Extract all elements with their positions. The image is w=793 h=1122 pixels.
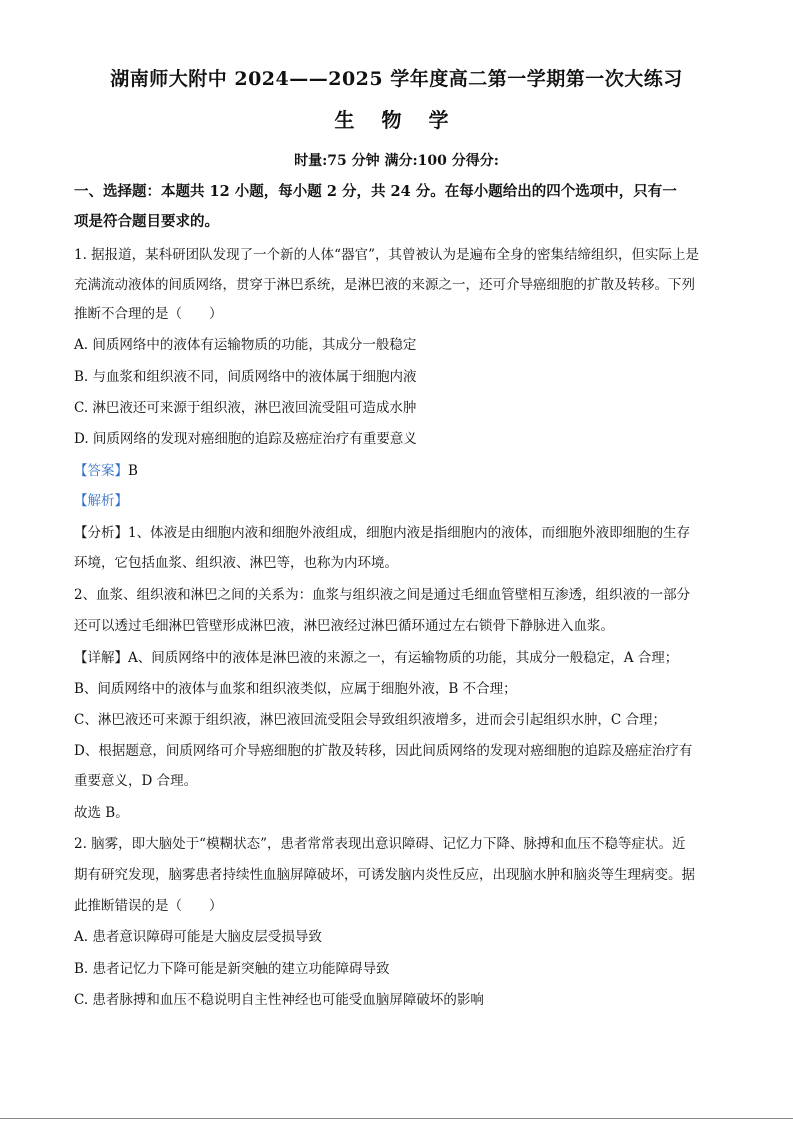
- q1-option-c: C. 淋巴液还可来源于组织液，淋巴液回流受阻可造成水肿: [74, 400, 417, 416]
- section-heading-line1: 一、选择题：本题共 12 小题，每小题 2 分，共 24 分。在每小题给出的四个选项中，只有一: [74, 183, 677, 200]
- q1-option-b: B. 与血浆和组织液不同，间质网络中的液体属于细胞内液: [74, 369, 417, 385]
- q2-stem-line3: 此推断错误的是（ ）: [74, 898, 223, 914]
- exam-title: 湖南师大附中 2024——2025 学年度高二第一学期第一次大练习: [110, 68, 683, 90]
- q2-option-a: A. 患者意识障碍可能是大脑皮层受损导致: [74, 929, 322, 945]
- q1-answer: [74, 462, 138, 480]
- q1-detail-line3: C、淋巴液还可来源于组织液，淋巴液回流受阻会导致组织液增多，进而会引起组织水肿，C 合理；: [74, 712, 666, 728]
- q1-option-d: D. 间质网络的发现对癌细胞的追踪及癌症治疗有重要意义: [74, 431, 417, 447]
- q1-detail-line2: B、间质网络中的液体与血浆和组织液类似，应属于细胞外液，B 不合理；: [74, 681, 517, 697]
- q2-option-b: B. 患者记忆力下降可能是新突触的建立功能障碍导致: [74, 961, 390, 977]
- q2-option-c: C. 患者脉搏和血压不稳说明自主性神经也可能受血脑屏障破坏的影响: [74, 992, 484, 1008]
- page-bottom-divider: [0, 1118, 793, 1119]
- q1-detail-line5: 重要意义，D 合理。: [74, 773, 198, 789]
- q1-analysis-line3: 2、血浆、组织液和淋巴之间的关系为：血浆与组织液之间是通过毛细血管壁相互渗透，组织液的一部分: [74, 587, 691, 603]
- q1-stem-line3: 推断不合理的是（ ）: [74, 306, 223, 322]
- q1-detail-line4: D、根据题意，间质网络可介导癌细胞的扩散及转移，因此间质网络的发现对癌细胞的追踪及癌症治疗有: [74, 743, 693, 759]
- subject-title: 生 物 学: [334, 108, 459, 132]
- q1-option-a: A. 间质网络中的液体有运输物质的功能，其成分一般稳定: [74, 337, 417, 353]
- q2-stem-line2: 期有研究发现，脑雾患者持续性血脑屏障破坏，可诱发脑内炎性反应，出现脑水肿和脑炎等生理病变。据: [74, 867, 695, 883]
- answer-tag: 【答案】: [74, 463, 128, 479]
- q1-stem-line2: 充满流动液体的间质网络，贯穿于淋巴系统，是淋巴液的来源之一，还可介导癌细胞的扩散及转移。下列: [74, 277, 695, 293]
- exam-info: 时量:75 分钟 满分:100 分得分:: [294, 153, 499, 169]
- q1-analysis-line4: 还可以透过毛细淋巴管壁形成淋巴液，淋巴液经过淋巴循环通过左右锁骨下静脉进入血浆。: [74, 618, 614, 634]
- analysis-tag: 【解析】: [74, 493, 128, 509]
- q1-detail-line1: 【详解】A、间质网络中的液体是淋巴液的来源之一，有运输物质的功能，其成分一般稳定，A 合理；: [74, 650, 679, 666]
- section-heading-line2: 项是符合题目要求的。: [74, 213, 219, 230]
- q1-analysis-line2: 环境，它包括血浆、组织液、淋巴等，也称为内环境。: [74, 555, 398, 571]
- answer-value: B: [128, 463, 138, 479]
- q1-stem-line1: 1. 据报道，某科研团队发现了一个新的人体“器官”，其曾被认为是遍布全身的密集结缔组织，但实际上是: [74, 247, 699, 263]
- q2-stem-line1: 2. 脑雾，即大脑处于“模糊状态”，患者常常表现出意识障碍、记忆力下降、脉搏和血压不稳等症状。近: [74, 836, 686, 852]
- q1-conclusion: 故选 B。: [74, 805, 129, 821]
- q1-analysis-line1: 【分析】1、体液是由细胞内液和细胞外液组成，细胞内液是指细胞内的液体，而细胞外液即细胞的生存: [74, 525, 691, 541]
